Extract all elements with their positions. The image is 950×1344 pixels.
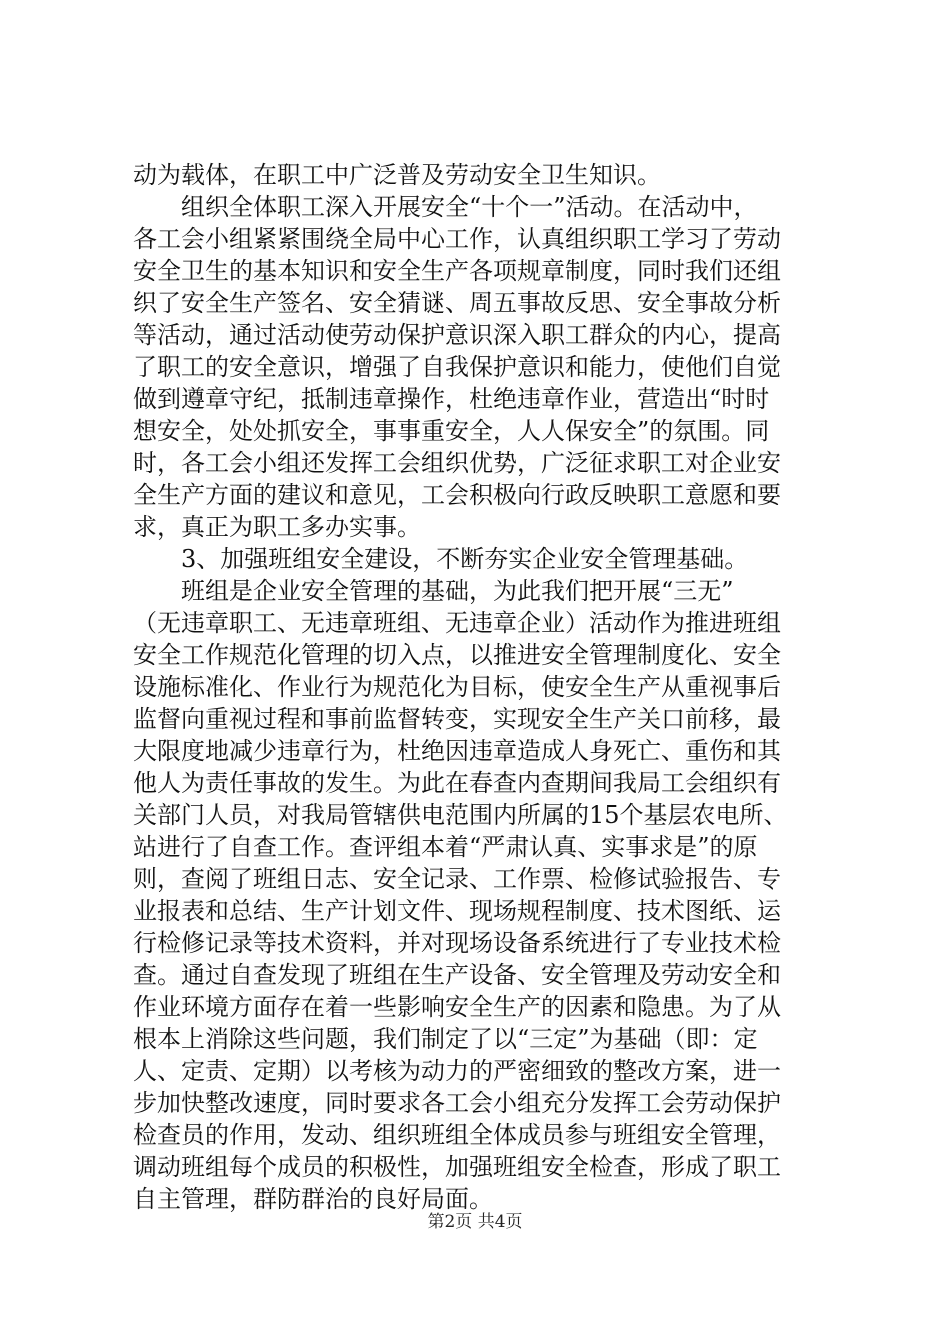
text-line: 大限度地减少违章行为，杜绝因违章造成人身死亡、重伤和其 — [133, 737, 781, 765]
page-number-footer: 第2页 共4页 — [427, 1212, 523, 1232]
text-line: 自主管理，群防群治的良好局面。 — [133, 1185, 493, 1213]
text-line: 各工会小组紧紧围绕全局中心工作，认真组织职工学习了劳动 — [133, 225, 781, 253]
text-line: 设施标准化、作业行为规范化为目标，使安全生产从重视事后 — [133, 673, 781, 701]
text-line: 等活动，通过活动使劳动保护意识深入职工群众的内心，提高 — [133, 321, 781, 349]
text-line: 他人为责任事故的发生。为此在春查内查期间我局工会组织有 — [133, 769, 781, 797]
text-line: 安全工作规范化管理的切入点，以推进安全管理制度化、安全 — [133, 641, 781, 669]
text-line: 监督向重视过程和事前监督转变，实现安全生产关口前移，最 — [133, 705, 781, 733]
text-line: 动为载体，在职工中广泛普及劳动安全卫生知识。 — [133, 161, 661, 189]
text-line: （无违章职工、无违章班组、无违章企业）活动作为推进班组 — [133, 609, 781, 637]
text-line: 步加快整改速度，同时要求各工会小组充分发挥工会劳动保护 — [133, 1089, 781, 1117]
text-line: 作业环境方面存在着一些影响安全生产的因素和隐患。为了从 — [133, 993, 781, 1021]
text-line: 站进行了自查工作。查评组本着“严肃认真、实事求是”的原 — [133, 833, 758, 861]
text-line: 班组是企业安全管理的基础，为此我们把开展“三无” — [133, 577, 734, 605]
text-line: 业报表和总结、生产计划文件、现场规程制度、技术图纸、运 — [133, 897, 781, 925]
text-line: 组织全体职工深入开展安全“十个一”活动。在活动中， — [133, 193, 758, 221]
text-line: 关部门人员，对我局管辖供电范围内所属的15个基层农电所、 — [133, 801, 788, 829]
text-line: 调动班组每个成员的积极性，加强班组安全检查，形成了职工 — [133, 1153, 781, 1181]
text-line: 了职工的安全意识，增强了自我保护意识和能力，使他们自觉 — [133, 353, 781, 381]
body-text — [133, 159, 833, 1215]
text-line: 安全卫生的基本知识和安全生产各项规章制度，同时我们还组 — [133, 257, 781, 285]
text-line: 人、定责、定期）以考核为动力的严密细致的整改方案，进一 — [133, 1057, 781, 1085]
text-line: 求，真正为职工多办实事。 — [133, 513, 421, 541]
text-line: 行检修记录等技术资料，并对现场设备系统进行了专业技术检 — [133, 929, 781, 957]
section-heading: 3、加强班组安全建设，不断夯实企业安全管理基础。 — [133, 545, 749, 573]
text-line: 想安全，处处抓安全，事事重安全，人人保安全”的氛围。同 — [133, 417, 770, 445]
text-line: 全生产方面的建议和意见，工会积极向行政反映职工意愿和要 — [133, 481, 781, 509]
text-line: 查。通过自查发现了班组在生产设备、安全管理及劳动安全和 — [133, 961, 781, 989]
text-line: 检查员的作用，发动、组织班组全体成员参与班组安全管理， — [133, 1121, 781, 1149]
text-line: 做到遵章守纪，抵制违章操作，杜绝违章作业，营造出“时时 — [133, 385, 770, 413]
text-line: 根本上消除这些问题，我们制定了以“三定”为基础（即：定 — [133, 1025, 758, 1053]
text-line: 时，各工会小组还发挥工会组织优势，广泛征求职工对企业安 — [133, 449, 781, 477]
text-line: 织了安全生产签名、安全猜谜、周五事故反思、安全事故分析 — [133, 289, 781, 317]
text-line: 则，查阅了班组日志、安全记录、工作票、检修试验报告、专 — [133, 865, 781, 893]
